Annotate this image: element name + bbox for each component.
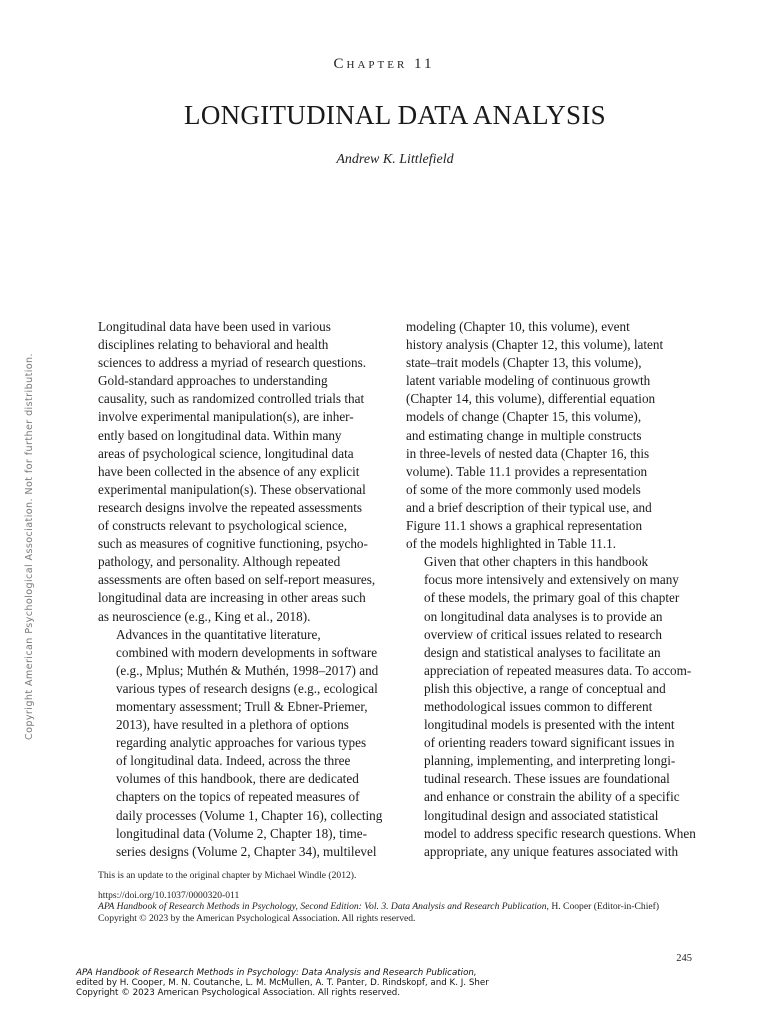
text-line: daily processes (Volume 1, Chapter 16), collecting	[116, 807, 383, 823]
text-line: state–trait models (Chapter 13, this volume),	[406, 355, 642, 371]
text-line: combined with modern developments in software	[116, 644, 378, 660]
page-number: 245	[676, 953, 692, 964]
text-line: Figure 11.1 shows a graphical representation	[406, 518, 643, 534]
text-line: of the models highlighted in Table 11.1.	[406, 536, 617, 552]
text-line: history analysis (Chapter 12, this volume), latent	[406, 337, 664, 353]
text-line: (Chapter 14, this volume), differential equation	[406, 391, 656, 407]
footer-editors: edited by H. Cooper, M. N. Coutanche, L. M. McMullen, A. T. Panter, D. Rindskopf, and K. J. Sher	[76, 978, 489, 989]
text-line: and estimating change in multiple constructs	[406, 427, 642, 443]
text-line: as neuroscience (e.g., King et al., 2018).	[98, 608, 311, 624]
text-line: and a brief description of their typical use, and	[406, 499, 652, 515]
text-line: overview of critical issues related to research	[424, 626, 662, 642]
editor-text: , H. Cooper (Editor-in-Chief)	[546, 901, 660, 912]
text-line: in three-levels of nested data (Chapter 16, this	[406, 445, 650, 461]
body-column-right	[406, 318, 698, 861]
text-line: assessments are often based on self-report measures,	[98, 572, 376, 588]
text-line: longitudinal data are increasing in other areas such	[98, 590, 366, 606]
text-line: methodological issues common to different	[424, 698, 653, 714]
text-line: pathology, and personality. Although repeated	[98, 554, 341, 570]
text-line: volume). Table 11.1 provides a representation	[406, 463, 648, 479]
text-line: ently based on longitudinal data. Within many	[98, 427, 342, 443]
text-line: Longitudinal data have been used in various	[98, 319, 331, 334]
text-line: Given that other chapters in this handbook	[424, 554, 649, 570]
text-line: design and statistical analyses to facilitate an	[424, 644, 661, 660]
footer-title: APA Handbook of Research Methods in Psychology: Data Analysis and Research Publication,	[76, 968, 477, 978]
text-line: regarding analytic approaches for various types	[116, 735, 367, 751]
footer-copyright: Copyright © 2023 American Psychological Association. All rights reserved.	[76, 988, 401, 999]
page-footer	[76, 968, 716, 999]
copyright-sidebar: Copyright American Psychological Association. Not for further distribution.	[24, 353, 35, 740]
text-line: areas of psychological science, longitudinal data	[98, 445, 354, 461]
text-line: on longitudinal data analyses is to provide an	[424, 608, 663, 624]
paragraph	[98, 626, 390, 861]
text-line: momentary assessment; Trull & Ebner-Priemer,	[116, 698, 368, 714]
text-line: series designs (Volume 2, Chapter 34), multilevel	[116, 843, 377, 859]
text-line: Advances in the quantitative literature,	[116, 626, 321, 642]
paragraph	[98, 318, 390, 626]
text-line: (e.g., Mplus; Muthén & Muthén, 1998–2017) and	[116, 662, 379, 678]
chapter-notes	[98, 870, 698, 924]
text-line: tudinal research. These issues are foundational	[424, 771, 670, 787]
text-line: 2013), have resulted in a plethora of options	[116, 717, 349, 733]
text-line: model to address specific research questions. When	[424, 825, 696, 841]
handbook-title: APA Handbook of Research Methods in Psychology, Second Edition: Vol. 3. Data Analysis and Research Publication	[98, 901, 547, 912]
author-name: Andrew K. Littlefield	[336, 152, 454, 167]
text-line: of some of the more commonly used models	[406, 481, 641, 497]
text-line: planning, implementing, and interpreting longi-	[424, 753, 676, 769]
text-line: have been collected in the absence of any explicit	[98, 463, 360, 479]
text-line: plish this objective, a range of conceptual and	[424, 680, 666, 696]
text-line: research designs involve the repeated assessments	[98, 499, 363, 515]
text-line: such as measures of cognitive functioning, psycho-	[98, 536, 368, 552]
text-line: disciplines relating to behavioral and health	[98, 337, 329, 353]
text-line: chapters on the topics of repeated measures of	[116, 789, 360, 805]
paragraph	[406, 553, 698, 861]
text-line: and enhance or constrain the ability of a specific	[424, 789, 680, 805]
doi-link[interactable]: https://doi.org/10.1037/0000320-011	[98, 889, 240, 901]
citation-line	[98, 901, 698, 913]
text-line: experimental manipulation(s). These observational	[98, 481, 366, 497]
copyright-notice: Copyright © 2023 by the American Psychological Association. All rights reserved.	[98, 912, 416, 924]
text-line: models of change (Chapter 15, this volume),	[406, 409, 642, 425]
text-line: volumes of this handbook, there are dedicated	[116, 771, 359, 787]
text-line: longitudinal models is presented with the intent	[424, 717, 675, 733]
text-line: of longitudinal data. Indeed, across the three	[116, 753, 351, 769]
text-line: sciences to address a myriad of research questions.	[98, 355, 367, 371]
update-note: This is an update to the original chapter by Michael Windle (2012).	[98, 870, 357, 881]
text-line: of orienting readers toward significant issues in	[424, 735, 675, 751]
text-line: various types of research designs (e.g., ecological	[116, 680, 378, 696]
text-line: appreciation of repeated measures data. To accom-	[424, 662, 692, 678]
text-line: appropriate, any unique features associated with	[424, 843, 679, 859]
text-line: Gold-standard approaches to understanding	[98, 373, 328, 389]
body-column-left	[98, 318, 390, 861]
paragraph	[406, 318, 698, 553]
text-line: causality, such as randomized controlled trials that	[98, 391, 365, 407]
text-line: focus more intensively and extensively on many	[424, 572, 679, 588]
chapter-title: LONGITUDINAL DATA ANALYSIS	[184, 100, 606, 130]
text-line: involve experimental manipulation(s), are inher-	[98, 409, 354, 425]
text-line: longitudinal data (Volume 2, Chapter 18), time-	[116, 825, 367, 841]
text-line: of constructs relevant to psychological science,	[98, 518, 348, 534]
chapter-label: Chapter 11	[333, 56, 435, 72]
text-line: latent variable modeling of continuous growth	[406, 373, 651, 389]
text-line: longitudinal design and associated statistical	[424, 807, 659, 823]
text-line: modeling (Chapter 10, this volume), event	[406, 319, 630, 334]
text-line: of these models, the primary goal of this chapter	[424, 590, 680, 606]
